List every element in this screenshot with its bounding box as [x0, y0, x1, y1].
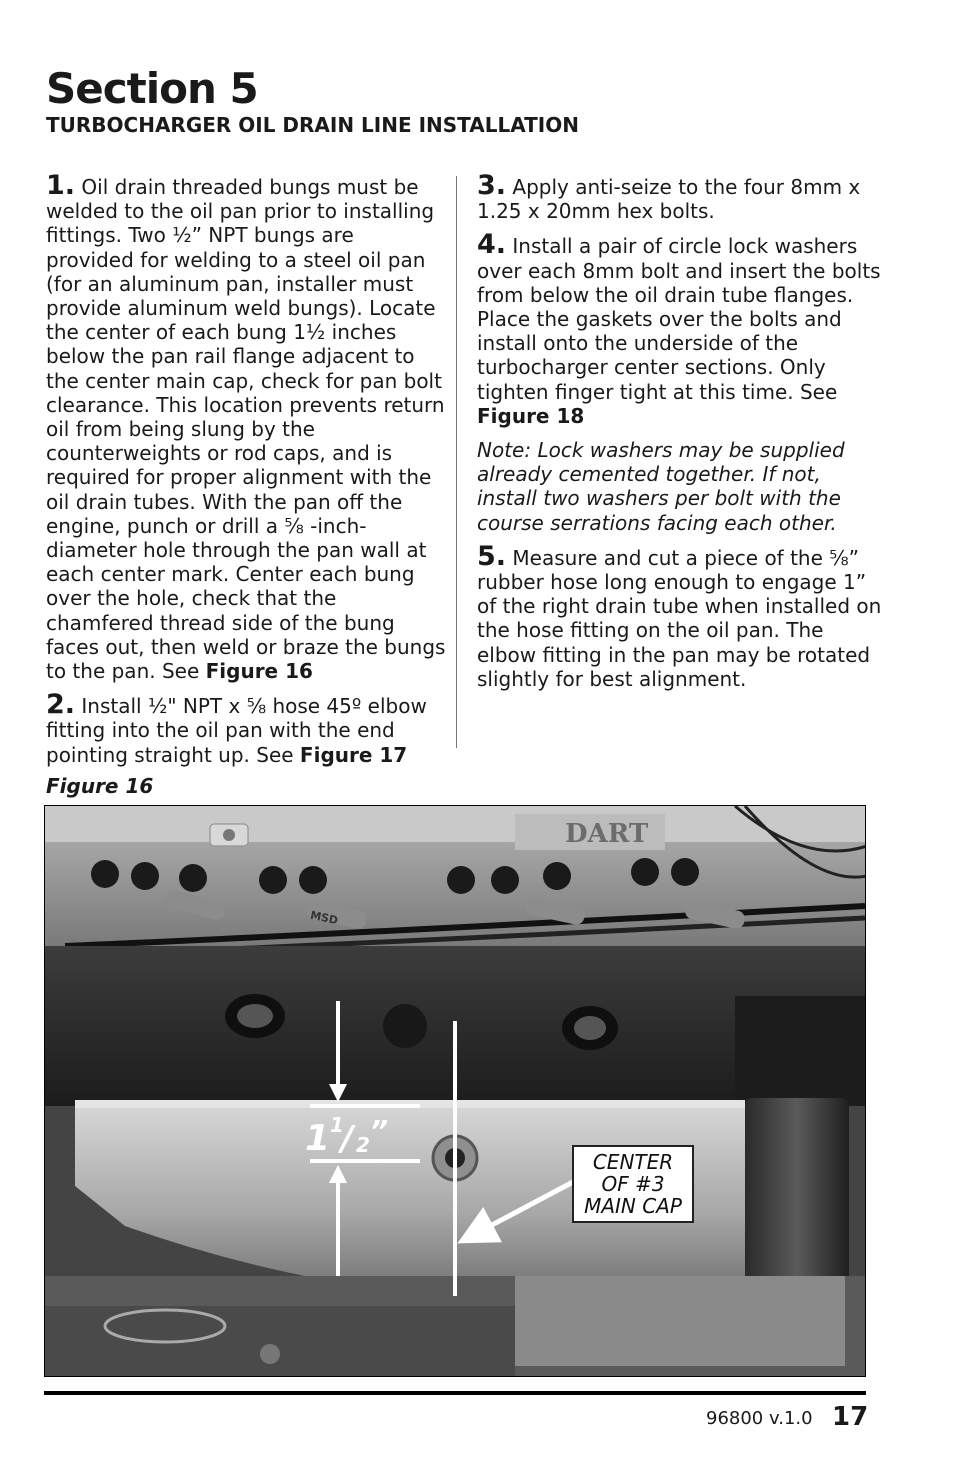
lock-washer-note: Note: Lock washers may be supplied already cemented together. If not, install two washers per bolt with the course serrations facing each other.: [477, 438, 845, 535]
measure-slash: /: [341, 1119, 354, 1159]
step-1-text: Oil drain threaded bungs must be welded to the oil pan prior to installing fittings. Two ½” NPT bungs are provided for welding to a steel oil pan (for an aluminum pan, installer must provide aluminum weld bungs). Locate the center of each bung 1½ inches below the pan rail flange adjacent to the center main cap, check for pan bolt clearance. This location prevents return oil from being slung by the counterweights or rod caps, and is required for proper alignment with the oil drain tubes. With the pan off the engine, punch or drill a ⅝ -inch-diameter hole through the pan wall at each center mark. Center each bung over the hole, check that the chamfered thread side of the bung faces out, then weld or braze the bungs to the pan. See: [46, 175, 446, 684]
step-5: [477, 540, 882, 691]
msd-boot-label: MSD: [309, 908, 340, 928]
callout-line-1: CENTER: [592, 1150, 674, 1174]
step-4: [477, 229, 882, 428]
left-column: [46, 170, 446, 777]
step-2: [46, 689, 446, 767]
measure-whole: 1: [305, 1118, 331, 1159]
measure-inch-mark: ”: [370, 1114, 389, 1147]
section-title: Section 5: [46, 64, 258, 113]
engine-oil-pan-photo: [44, 805, 866, 1377]
section-subtitle: TURBOCHARGER OIL DRAIN LINE INSTALLATION: [46, 113, 579, 137]
step-2-text: Install ½" NPT x ⅝ hose 45º elbow fitting into the oil pan with the end pointing straight up. See: [46, 694, 427, 767]
measure-numerator: 1: [330, 1113, 344, 1137]
right-column: [477, 170, 882, 701]
column-divider: [456, 176, 457, 748]
step-4-text: Install a pair of circle lock washers over each 8mm bolt and insert the bolts from below the oil drain tube flanges. Place the gaskets over the bolts and install onto the underside of the turbocharger center sections. Only tighten finger tight at this time. See: [477, 234, 881, 404]
dart-casting-stamp: DART: [565, 819, 649, 849]
step-2-figure-ref: Figure 17: [299, 742, 408, 767]
step-1-figure-ref: Figure 16: [205, 659, 313, 684]
step-4-figure-ref: Figure 18: [477, 403, 585, 428]
footer-rule: [44, 1391, 866, 1395]
step-5-text: Measure and cut a piece of the ⅝” rubber hose long enough to engage 1” of the right drain tube when installed on the hose fitting on the oil pan. The elbow fitting in the pan may be rotated slightly for best alignment.: [477, 545, 882, 691]
step-3-text: Apply anti-seize to the four 8mm x 1.25 x 20mm hex bolts.: [477, 175, 861, 224]
step-4-number: 4.: [477, 229, 507, 261]
step-3: [477, 170, 882, 224]
measure-denominator: 2: [356, 1133, 370, 1157]
step-2-number: 2.: [46, 689, 76, 721]
step-3-number: 3.: [477, 170, 507, 201]
step-5-number: 5.: [477, 540, 507, 572]
step-1-number: 1.: [46, 170, 76, 201]
step-1: [46, 170, 446, 684]
page-number: 17: [832, 1402, 869, 1432]
callout-line-2: OF #3: [601, 1172, 665, 1196]
callout-line-3: MAIN CAP: [584, 1194, 682, 1218]
figure-caption: Figure 16: [46, 774, 154, 798]
document-code: 96800 v.1.0: [706, 1408, 813, 1429]
